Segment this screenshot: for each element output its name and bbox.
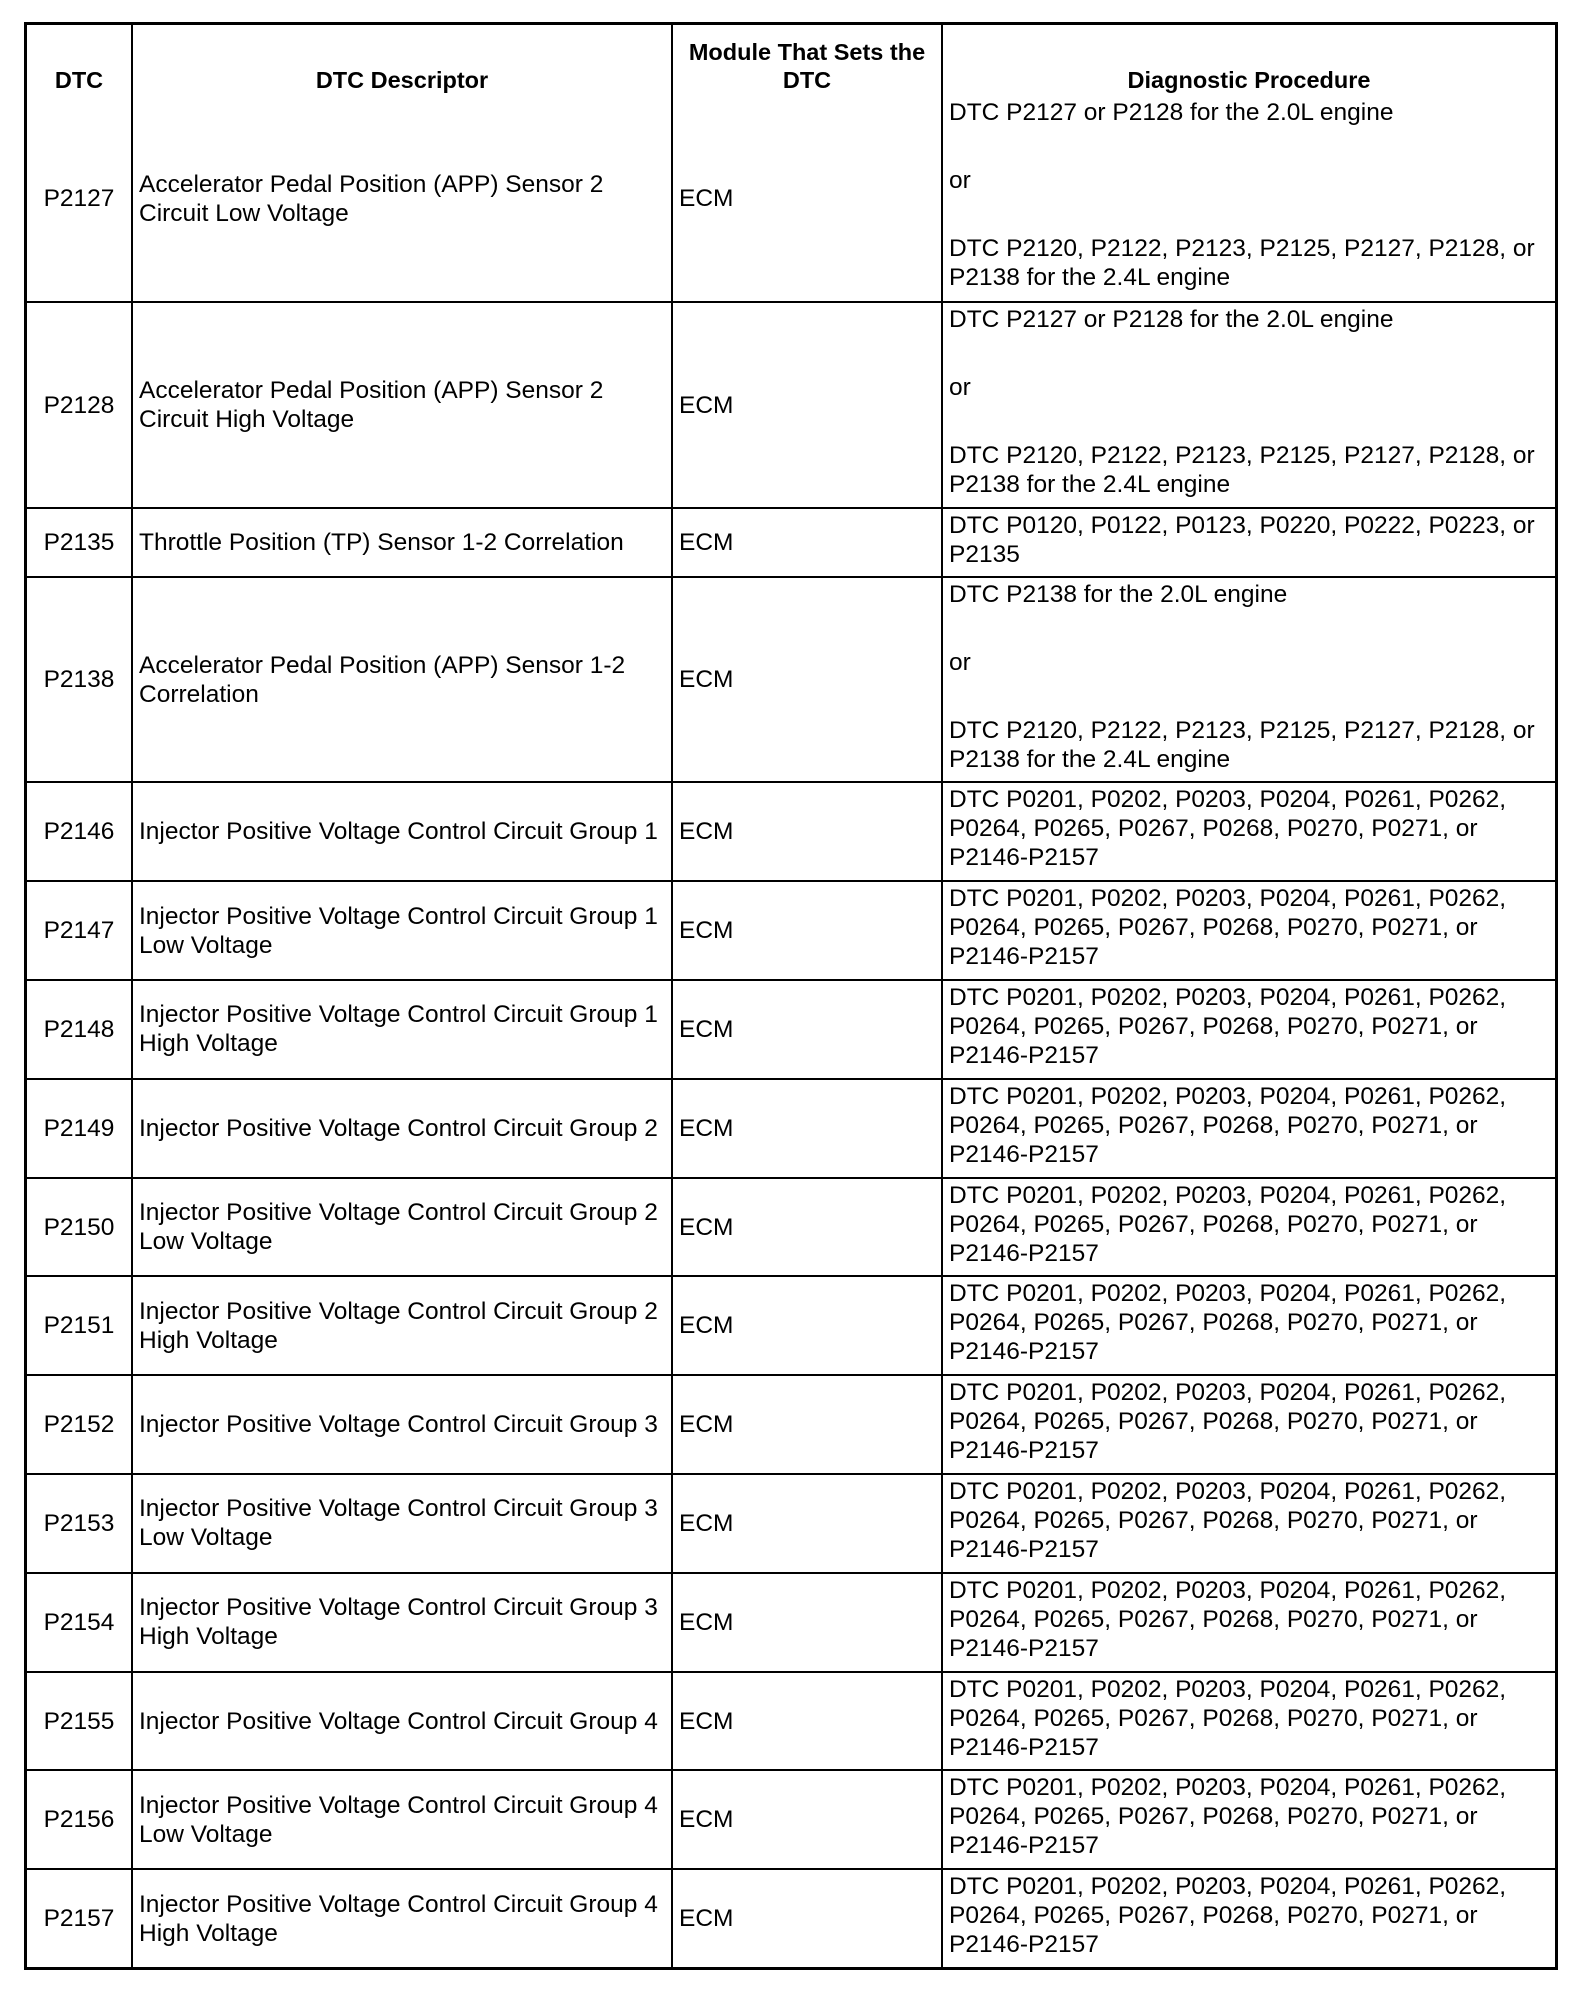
diagnostic-procedure <box>941 1475 1555 1572</box>
diagnostic-procedure <box>941 882 1555 979</box>
diagnostic-procedure <box>941 1574 1555 1671</box>
setting-module: ECM <box>671 1277 941 1374</box>
diagnostic-procedure <box>941 783 1555 880</box>
spacer <box>949 127 1549 166</box>
table-row <box>27 507 1555 576</box>
procedure-or: or <box>949 374 971 402</box>
dtc-descriptor: Injector Positive Voltage Control Circuit Group 2 <box>131 1080 671 1177</box>
table-row <box>27 301 1555 507</box>
procedure-text: DTC P2127 or P2128 for the 2.0L engine <box>949 306 1394 334</box>
procedure-text: DTC P0201, P0202, P0203, P0204, P0261, P0262, P0264, P0265, P0267, P0268, P0270, P0271, or P2146-P2157 <box>949 885 1513 971</box>
setting-module: ECM <box>671 1080 941 1177</box>
spacer <box>949 195 1549 234</box>
setting-module: ECM <box>671 96 941 302</box>
spacer <box>949 677 1549 716</box>
setting-module: ECM <box>671 509 941 576</box>
diagnostic-procedure <box>941 578 1555 782</box>
dtc-descriptor: Injector Positive Voltage Control Circuit Group 4 High Voltage <box>131 1870 671 1967</box>
dtc-code: P2148 <box>43 1015 115 1043</box>
spacer <box>949 402 1549 441</box>
dtc-code: P2154 <box>43 1608 115 1636</box>
procedure-text: DTC P2127 or P2128 for the 2.0L engine <box>949 98 1394 126</box>
dtc-descriptor: Throttle Position (TP) Sensor 1-2 Correlation <box>131 509 671 576</box>
table-row <box>27 1078 1555 1177</box>
diagnostic-procedure <box>941 1080 1555 1177</box>
dtc-code: P2138 <box>43 666 115 694</box>
dtc-descriptor: Injector Positive Voltage Control Circuit Group 4 Low Voltage <box>131 1771 671 1868</box>
procedure-or: or <box>949 648 971 676</box>
setting-module: ECM <box>671 1870 941 1967</box>
diagnostic-procedure <box>941 1376 1555 1473</box>
dtc-code: P2155 <box>43 1707 115 1735</box>
dtc-descriptor: Accelerator Pedal Position (APP) Sensor 2 Circuit Low Voltage <box>131 96 671 302</box>
dtc-descriptor: Injector Positive Voltage Control Circuit Group 1 <box>131 783 671 880</box>
header-module: Module That Sets the DTC <box>671 25 941 96</box>
dtc-code: P2152 <box>43 1411 115 1439</box>
procedure-text: DTC P0201, P0202, P0203, P0204, P0261, P0262, P0264, P0265, P0267, P0268, P0270, P0271, or P2146-P2157 <box>949 1478 1513 1564</box>
dtc-code: P2147 <box>43 917 115 945</box>
procedure-text: DTC P0201, P0202, P0203, P0204, P0261, P0262, P0264, P0265, P0267, P0268, P0270, P0271, or P2146-P2157 <box>949 1280 1513 1366</box>
diagnostic-procedure <box>941 1771 1555 1868</box>
dtc-code: P2135 <box>43 528 115 556</box>
table-row <box>27 1374 1555 1473</box>
procedure-text: DTC P0201, P0202, P0203, P0204, P0261, P0262, P0264, P0265, P0267, P0268, P0270, P0271, or P2146-P2157 <box>949 1181 1513 1267</box>
diagnostic-procedure <box>941 1179 1555 1276</box>
table-row <box>27 1275 1555 1374</box>
setting-module: ECM <box>671 303 941 507</box>
procedure-text-alt: DTC P2120, P2122, P2123, P2125, P2127, P2128, or P2138 for the 2.4L engine <box>949 442 1542 499</box>
dtc-code: P2128 <box>43 391 115 419</box>
procedure-text: DTC P0201, P0202, P0203, P0204, P0261, P0262, P0264, P0265, P0267, P0268, P0270, P0271, or P2146-P2157 <box>949 786 1513 872</box>
table-row <box>27 1671 1555 1770</box>
dtc-code: P2153 <box>43 1509 115 1537</box>
procedure-text: DTC P0201, P0202, P0203, P0204, P0261, P0262, P0264, P0265, P0267, P0268, P0270, P0271, or P2146-P2157 <box>949 1675 1513 1761</box>
table-row <box>27 96 1555 302</box>
procedure-text: DTC P0201, P0202, P0203, P0204, P0261, P0262, P0264, P0265, P0267, P0268, P0270, P0271, or P2146-P2157 <box>949 1873 1513 1959</box>
dtc-descriptor: Injector Positive Voltage Control Circuit Group 4 <box>131 1673 671 1770</box>
table-row <box>27 1868 1555 1967</box>
procedure-text: DTC P0120, P0122, P0123, P0220, P0222, P0223, or P2135 <box>949 512 1542 568</box>
header-row <box>27 25 1555 96</box>
procedure-text-alt: DTC P2120, P2122, P2123, P2125, P2127, P2128, or P2138 for the 2.4L engine <box>949 234 1542 291</box>
setting-module: ECM <box>671 882 941 979</box>
setting-module: ECM <box>671 1475 941 1572</box>
procedure-text: DTC P0201, P0202, P0203, P0204, P0261, P0262, P0264, P0265, P0267, P0268, P0270, P0271, or P2146-P2157 <box>949 1774 1513 1860</box>
dtc-descriptor: Injector Positive Voltage Control Circuit Group 3 High Voltage <box>131 1574 671 1671</box>
procedure-text: DTC P0201, P0202, P0203, P0204, P0261, P0262, P0264, P0265, P0267, P0268, P0270, P0271, or P2146-P2157 <box>949 984 1513 1070</box>
diagnostic-procedure <box>941 509 1555 576</box>
dtc-descriptor: Injector Positive Voltage Control Circuit Group 2 Low Voltage <box>131 1179 671 1276</box>
table-row <box>27 1177 1555 1276</box>
setting-module: ECM <box>671 1376 941 1473</box>
procedure-text: DTC P0201, P0202, P0203, P0204, P0261, P0262, P0264, P0265, P0267, P0268, P0270, P0271, or P2146-P2157 <box>949 1576 1513 1662</box>
diagnostic-procedure <box>941 1277 1555 1374</box>
dtc-descriptor: Injector Positive Voltage Control Circuit Group 3 <box>131 1376 671 1473</box>
dtc-code: P2157 <box>43 1905 115 1933</box>
dtc-code: P2151 <box>43 1312 115 1340</box>
diagnostic-procedure <box>941 96 1555 302</box>
setting-module: ECM <box>671 981 941 1078</box>
dtc-descriptor: Injector Positive Voltage Control Circuit Group 1 High Voltage <box>131 981 671 1078</box>
spacer <box>949 334 1549 373</box>
diagnostic-procedure <box>941 1673 1555 1770</box>
dtc-code: P2146 <box>43 818 115 846</box>
dtc-code: P2127 <box>43 185 115 213</box>
diagnostic-procedure <box>941 303 1555 507</box>
dtc-descriptor: Accelerator Pedal Position (APP) Sensor 2 Circuit High Voltage <box>131 303 671 507</box>
table-row <box>27 1473 1555 1572</box>
procedure-or: or <box>949 166 971 194</box>
dtc-descriptor: Injector Positive Voltage Control Circuit Group 1 Low Voltage <box>131 882 671 979</box>
dtc-descriptor: Accelerator Pedal Position (APP) Sensor 1-2 Correlation <box>131 578 671 782</box>
setting-module: ECM <box>671 1179 941 1276</box>
setting-module: ECM <box>671 783 941 880</box>
setting-module: ECM <box>671 578 941 782</box>
procedure-text: DTC P0201, P0202, P0203, P0204, P0261, P0262, P0264, P0265, P0267, P0268, P0270, P0271, or P2146-P2157 <box>949 1379 1513 1465</box>
dtc-code: P2150 <box>43 1213 115 1241</box>
procedure-text: DTC P2138 for the 2.0L engine <box>949 580 1288 608</box>
setting-module: ECM <box>671 1574 941 1671</box>
table-row <box>27 576 1555 782</box>
dtc-code: P2149 <box>43 1114 115 1142</box>
table-row <box>27 979 1555 1078</box>
table-row <box>27 1769 1555 1868</box>
dtc-code: P2156 <box>43 1806 115 1834</box>
setting-module: ECM <box>671 1673 941 1770</box>
table-row <box>27 880 1555 979</box>
setting-module: ECM <box>671 1771 941 1868</box>
diagnostic-procedure <box>941 1870 1555 1967</box>
table-row <box>27 781 1555 880</box>
dtc-table <box>24 22 1558 1970</box>
procedure-text: DTC P0201, P0202, P0203, P0204, P0261, P0262, P0264, P0265, P0267, P0268, P0270, P0271, or P2146-P2157 <box>949 1082 1513 1168</box>
dtc-descriptor: Injector Positive Voltage Control Circuit Group 2 High Voltage <box>131 1277 671 1374</box>
table-row <box>27 1572 1555 1671</box>
dtc-descriptor: Injector Positive Voltage Control Circuit Group 3 Low Voltage <box>131 1475 671 1572</box>
header-descriptor: DTC Descriptor <box>131 25 671 96</box>
procedure-text-alt: DTC P2120, P2122, P2123, P2125, P2127, P2128, or P2138 for the 2.4L engine <box>949 716 1542 773</box>
header-dtc: DTC <box>54 66 104 93</box>
diagnostic-procedure <box>941 981 1555 1078</box>
header-procedure: Diagnostic Procedure <box>941 25 1555 96</box>
spacer <box>949 609 1549 648</box>
